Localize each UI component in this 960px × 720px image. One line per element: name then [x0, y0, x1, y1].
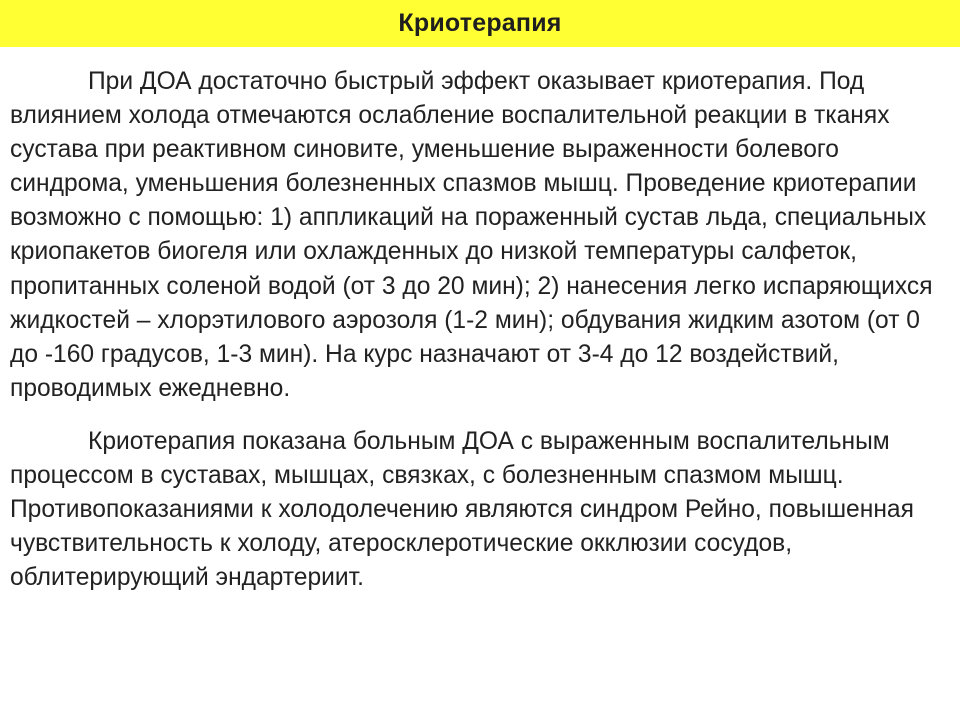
- paragraph-cryotherapy-effects: При ДОА достаточно быстрый эффект оказывает криотерапия. Под влиянием холода отмечаются ослабление воспалительной реакции в тканях сустава при реактивном синовите, уменьшение выраженности болевого синдрома, уменьшения болезненных спазмов мышц. Проведение криотерапии возможно с помощью: 1) аппликаций на пораженный сустав льда, специальных криопакетов биогеля или охлажденных до низкой температуры салфеток, пропитанных соленой водой (от 3 до 20 мин); 2) нанесения легко испаряющихся жидкостей – хлорэтилового аэрозоля (1-2 мин); обдувания жидким азотом (от 0 до -160 градусов, 1-3 мин). На курс назначают от 3-4 до 12 воздействий, проводимых ежедневно.: [10, 68, 933, 402]
- slide-body: [10, 65, 945, 595]
- paragraph-indications-contraindications: Криотерапия показана больным ДОА с выраженным воспалительным процессом в суставах, мышцах, связках, с болезненным спазмом мышц. Противопоказаниями к холодолечению являются синдром Рейно, повышенная чувствительность к холоду, атеросклеротические окклюзии сосудов, облитерирующий эндартериит.: [10, 427, 914, 592]
- slide-title: Криотерапия: [398, 9, 562, 37]
- title-bar: [0, 0, 960, 47]
